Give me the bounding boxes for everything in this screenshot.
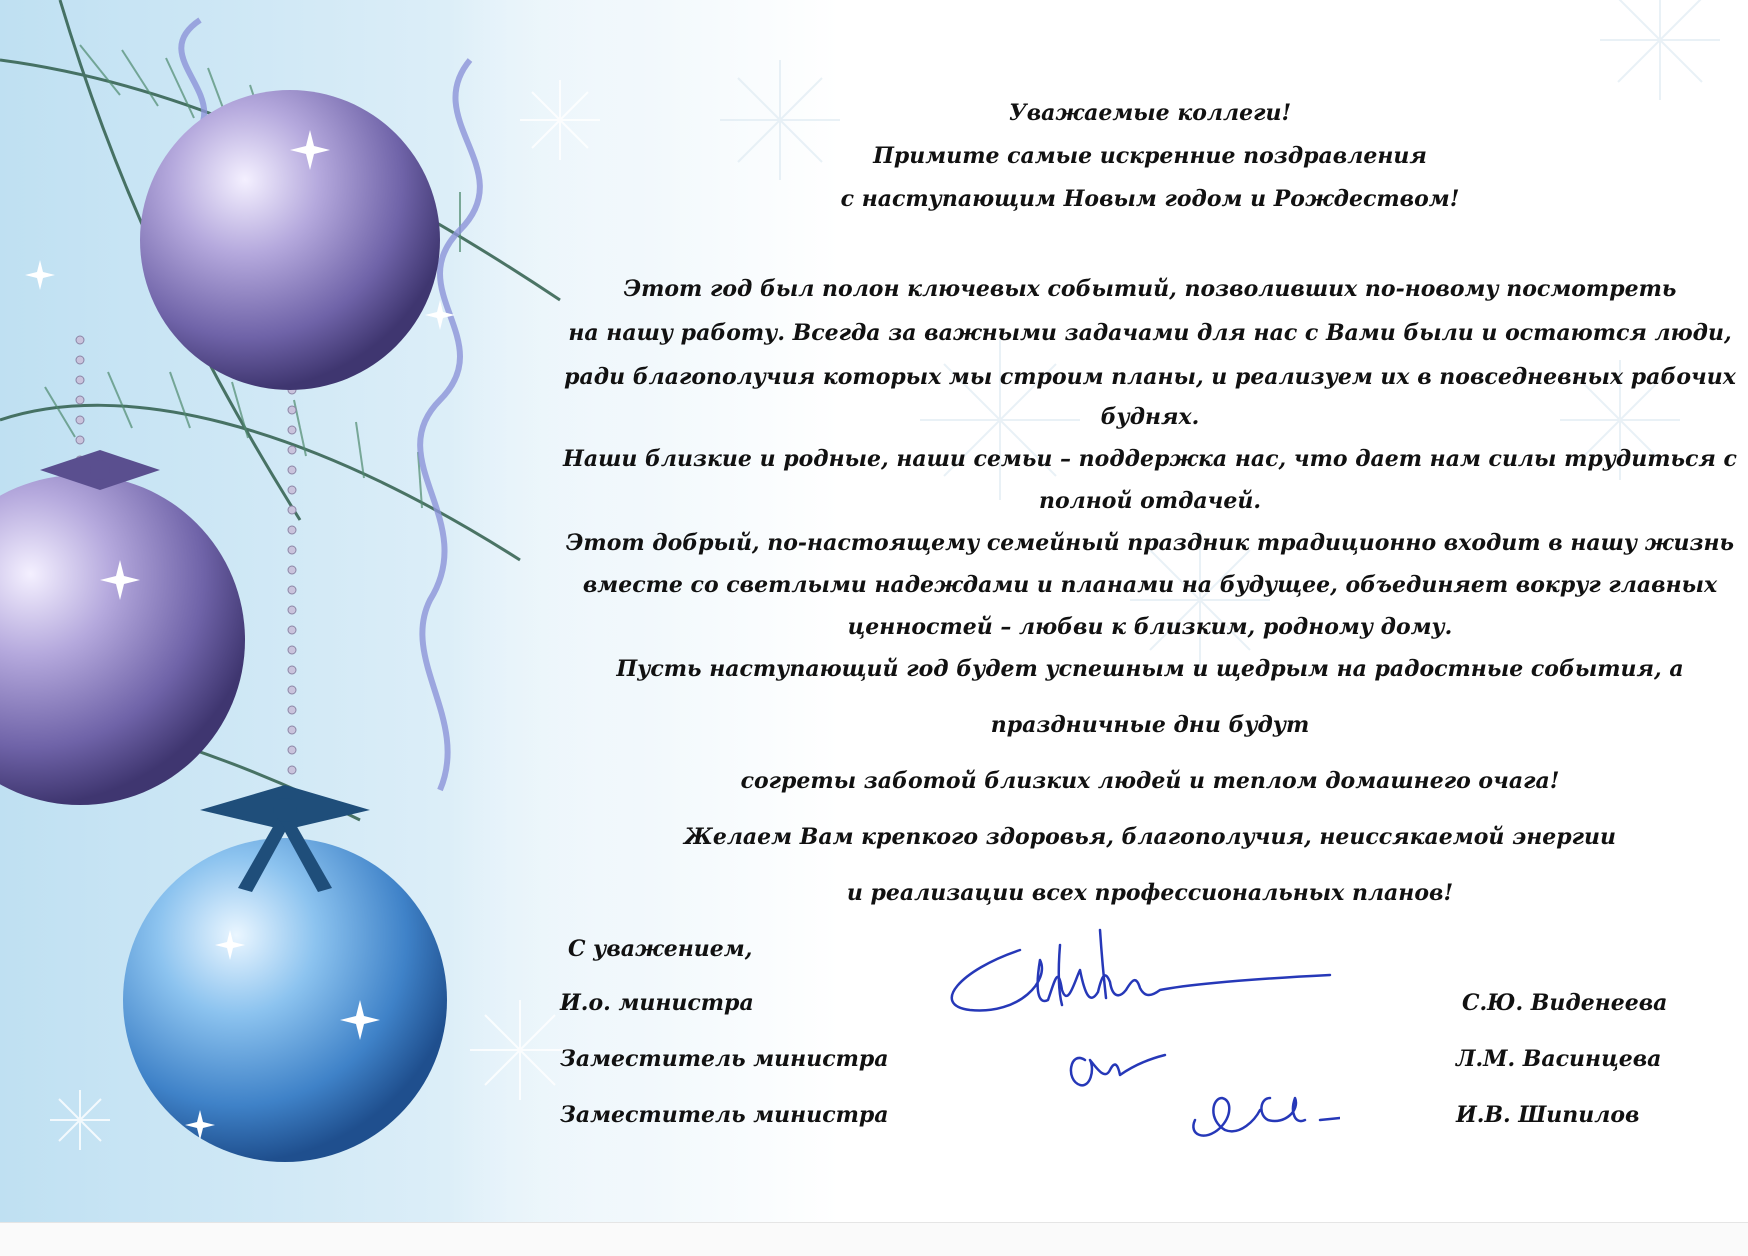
body-line: согреты заботой близких людей и теплом домашнего очага! bbox=[740, 768, 1560, 794]
body-line: ценностей – любви к близким, родному дому. bbox=[847, 614, 1453, 640]
intro-line-1: Примите самые искренние поздравления bbox=[873, 143, 1427, 169]
body-line: Желаем Вам крепкого здоровья, благополучия, неиссякаемой энергии bbox=[683, 824, 1617, 850]
body-line: полной отдачей. bbox=[1038, 488, 1262, 514]
signer-name: Л.М. Васинцева bbox=[1456, 1046, 1662, 1072]
body-line: и реализации всех профессиональных планов! bbox=[846, 880, 1454, 906]
signer-name: С.Ю. Виденеева bbox=[1462, 990, 1668, 1016]
body-line: ради благополучия которых мы строим планы, и реализуем их в повседневных рабочих bbox=[564, 364, 1736, 390]
scan-edge bbox=[0, 1222, 1748, 1256]
body-line: буднях. bbox=[1100, 404, 1200, 430]
signer-title: Заместитель министра bbox=[560, 1102, 889, 1128]
signer-title: Заместитель министра bbox=[560, 1046, 889, 1072]
body-line: вместе со светлыми надеждами и планами на будущее, объединяет вокруг главных bbox=[582, 572, 1718, 598]
greeting-line: Уважаемые коллеги! bbox=[1008, 100, 1292, 126]
body-line: Этот год был полон ключевых событий, позволивших по-новому посмотреть bbox=[623, 276, 1677, 302]
body-line: Пусть наступающий год будет успешным и щедрым на радостные события, а bbox=[616, 656, 1684, 682]
intro-line-2: с наступающим Новым годом и Рождеством! bbox=[840, 186, 1460, 212]
handwritten-signatures bbox=[940, 920, 1340, 1140]
body-line: праздничные дни будут bbox=[990, 712, 1310, 738]
signer-title: И.о. министра bbox=[560, 990, 754, 1016]
closing-text: С уважением, bbox=[568, 936, 753, 962]
body-line: Этот добрый, по-настоящему семейный праздник традиционно входит в нашу жизнь bbox=[565, 530, 1735, 556]
body-line: на нашу работу. Всегда за важными задачами для нас с Вами были и остаются люди, bbox=[568, 320, 1732, 346]
body-line: Наши близкие и родные, наши семьи – поддержка нас, что дает нам силы трудиться с bbox=[563, 446, 1737, 472]
signer-name: И.В. Шипилов bbox=[1456, 1102, 1640, 1128]
